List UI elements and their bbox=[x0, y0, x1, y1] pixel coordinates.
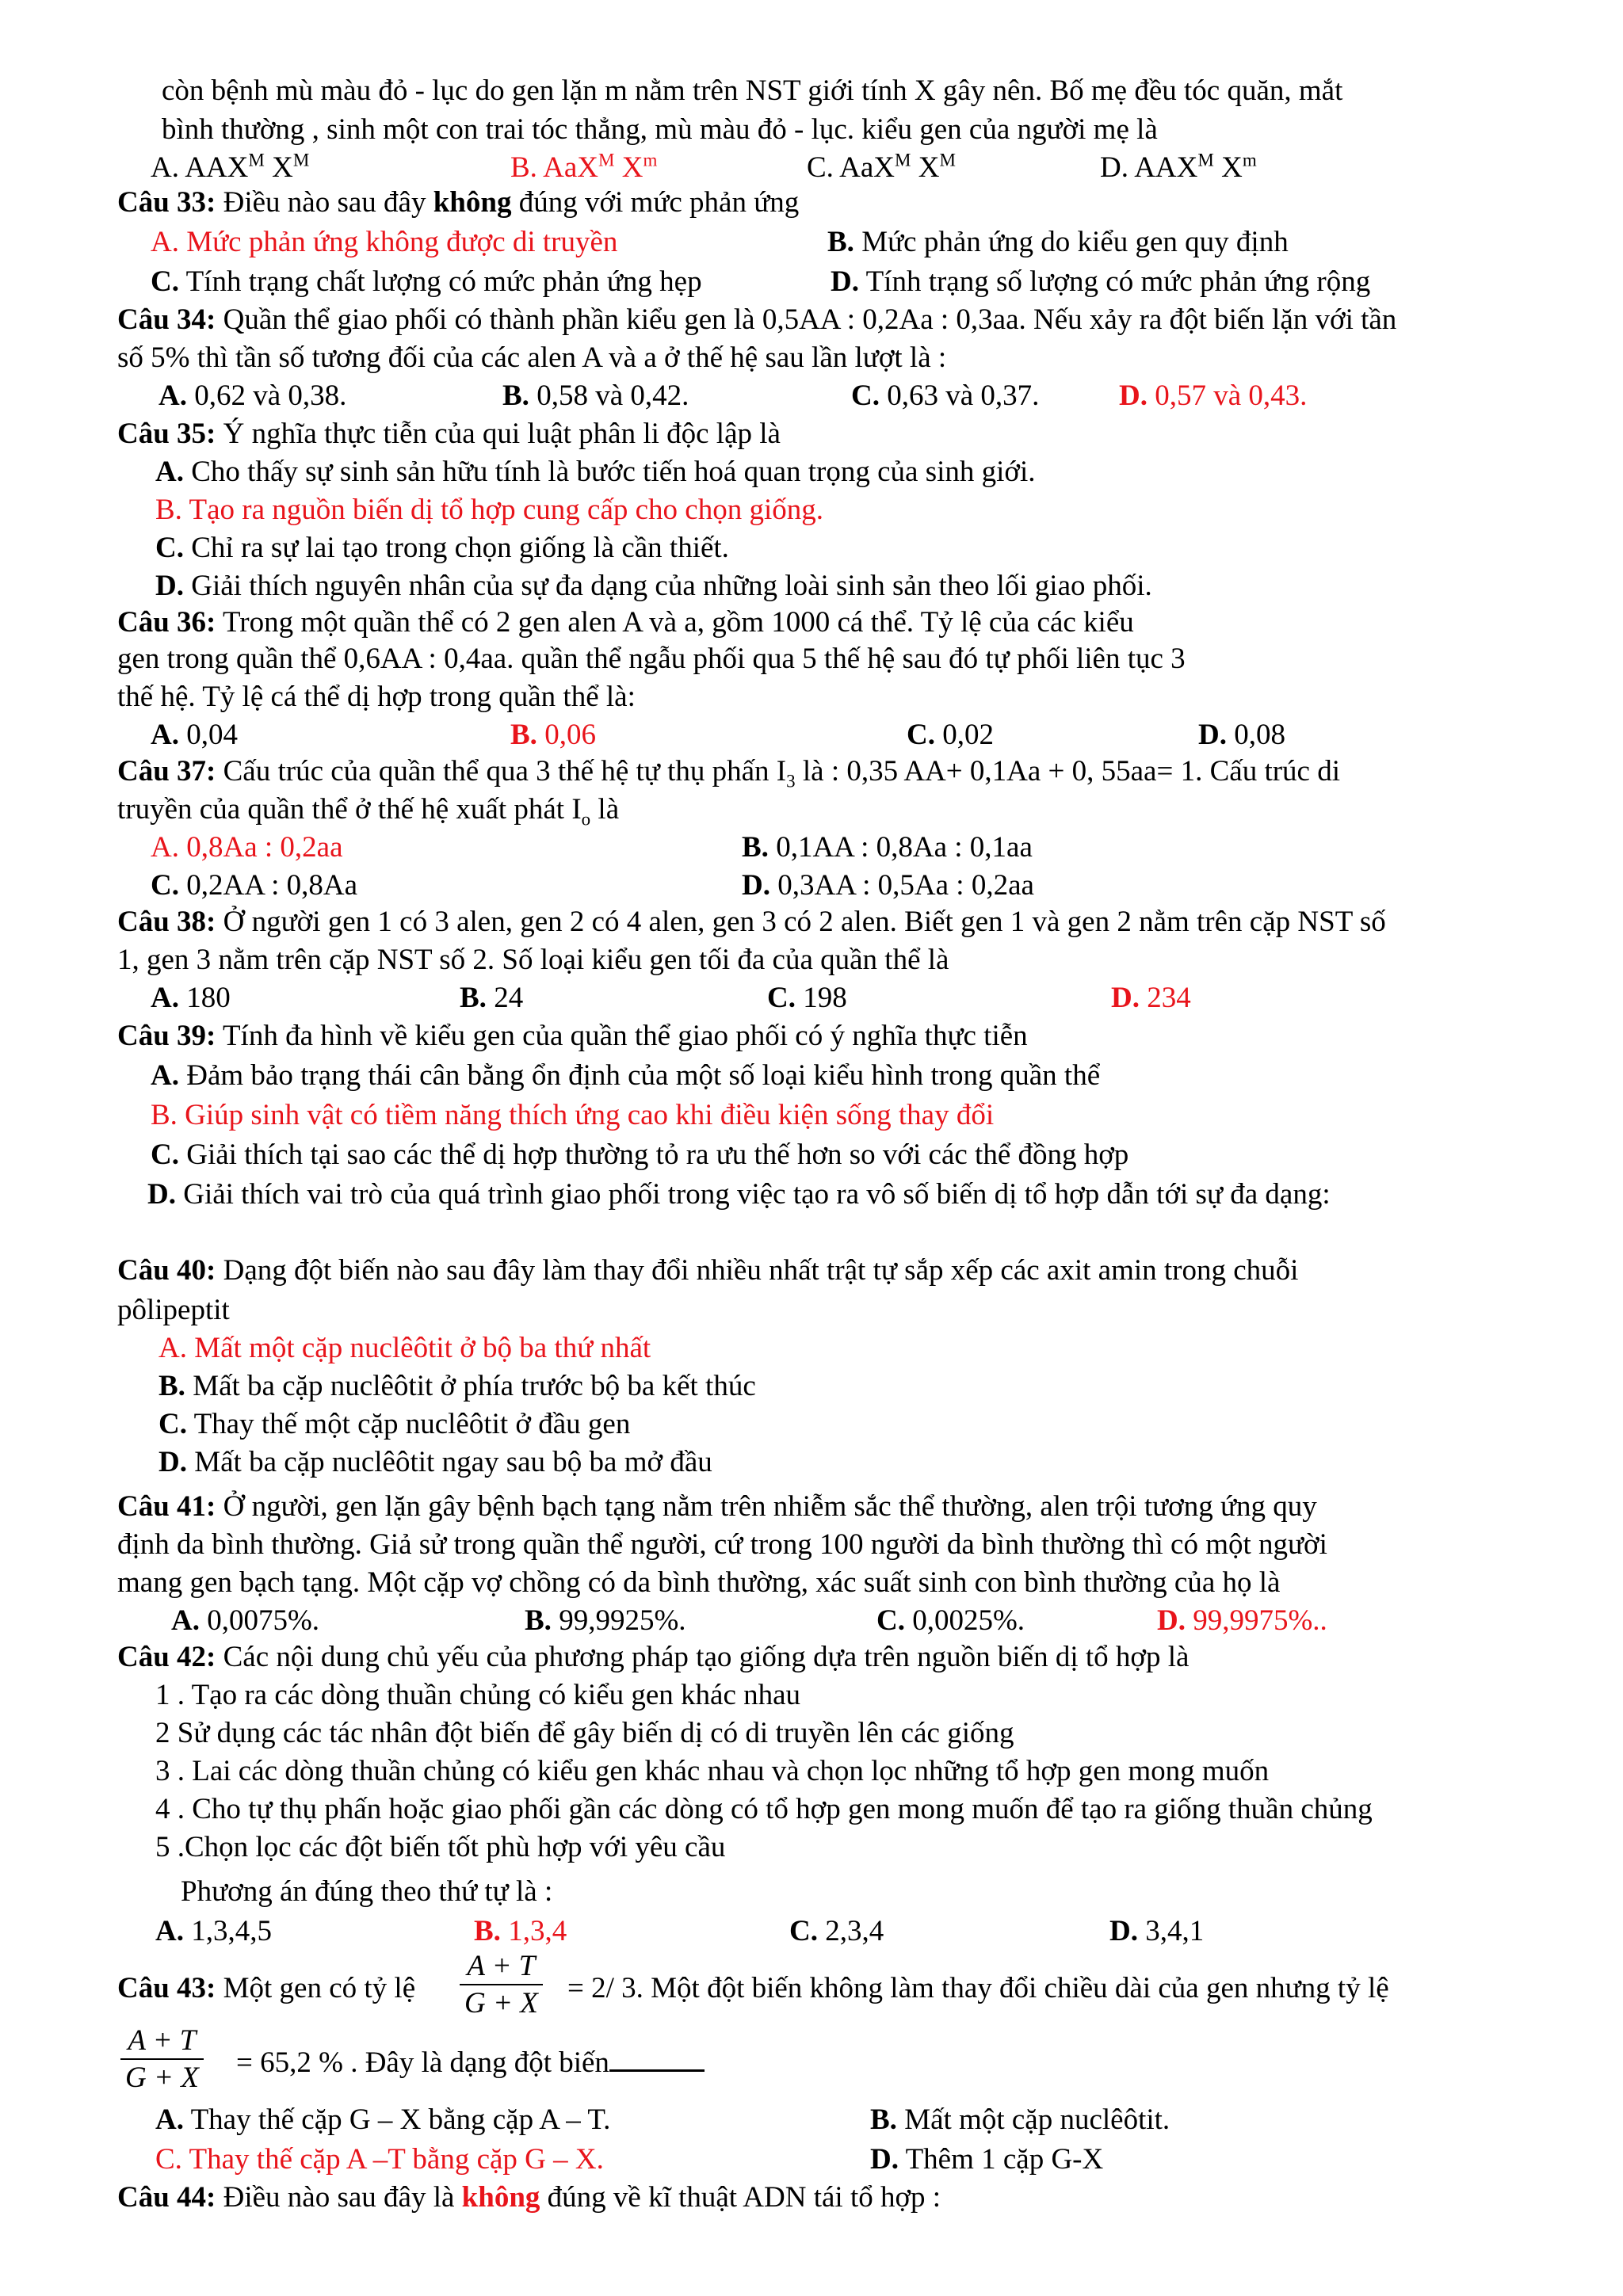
question-39: Câu 39: Tính đa hình về kiểu gen của quần thể giao phối có ý nghĩa thực tiễn bbox=[117, 1020, 1028, 1052]
q33-option-c: C. Tính trạng chất lượng có mức phản ứng hẹp bbox=[151, 265, 702, 298]
q37-option-d: D. 0,3AA : 0,5Aa : 0,2aa bbox=[742, 869, 1034, 902]
q38-option-c: C. 198 bbox=[767, 982, 847, 1014]
q43-option-a: A. Thay thế cặp G – X bằng cặp A – T. bbox=[155, 2103, 611, 2136]
q36-option-c: C. 0,02 bbox=[907, 719, 994, 751]
q42-option-d: D. 3,4,1 bbox=[1109, 1915, 1205, 1947]
q34-option-c: C. 0,63 và 0,37. bbox=[851, 379, 1040, 412]
question-41-line-3: mang gen bạch tạng. Một cặp vợ chồng có da bình thường, xác suất sinh con bình thường của họ là bbox=[117, 1566, 1281, 1599]
q42-item-5: 5 .Chọn lọc các đột biến tốt phù hợp với yêu cầu bbox=[155, 1831, 726, 1863]
q35-option-d: D. Giải thích nguyên nhân của sự đa dạng của những loài sinh sản theo lối giao phối. bbox=[155, 570, 1152, 602]
q36-option-a: A. 0,04 bbox=[151, 719, 238, 751]
q35-option-c: C. Chỉ ra sự lai tạo trong chọn giống là cần thiết. bbox=[155, 532, 729, 564]
q39-option-c: C. Giải thích tại sao các thể dị hợp thường tỏ ra ưu thế hơn so với các thể đồng hợp bbox=[151, 1138, 1129, 1171]
question-36-line-2: gen trong quần thể 0,6AA : 0,4aa. quần thể ngẫu phối qua 5 thế hệ sau đó tự phối liên tục 3 bbox=[117, 643, 1186, 675]
question-43-line-2: = 65,2 % . Đây là dạng đột biến bbox=[236, 2044, 705, 2081]
q43-option-b: B. Mất một cặp nuclêôtit. bbox=[870, 2103, 1170, 2136]
option-a: A. $AAX^M$ $X^M$ bbox=[151, 150, 310, 184]
q34-option-b: B. 0,58 và 0,42. bbox=[502, 379, 689, 412]
question-38: Câu 38: Ở người gen 1 có 3 alen, gen 2 có 4 alen, gen 3 có 2 alen. Biết gen 1 và gen 2 nằm trên cặp NST số bbox=[117, 906, 1386, 938]
q42-item-4: 4 . Cho tự thụ phấn hoặc giao phối gần các dòng có tổ hợp gen mong muốn để tạo ra giống thuần chủng bbox=[155, 1793, 1373, 1825]
question-38-line-2: 1, gen 3 nằm trên cặp NST số 2. Số loại kiểu gen tối đa của quần thể là bbox=[117, 944, 949, 976]
option-b: B. AaX$^M$ $X^m$ bbox=[510, 150, 658, 184]
q40-option-c: C. Thay thế một cặp nuclêôtit ở đầu gen bbox=[158, 1408, 631, 1440]
question-34: Câu 34: Quần thể giao phối có thành phần kiểu gen là 0,5AA : 0,2Aa : 0,3aa. Nếu xảy ra đột biến lặn với tần bbox=[117, 303, 1397, 336]
q40-option-d: D. Mất ba cặp nuclêôtit ngay sau bộ ba mở đầu bbox=[158, 1446, 712, 1478]
q42-order-prompt: Phương án đúng theo thứ tự là : bbox=[181, 1875, 553, 1908]
question-36-line-3: thế hệ. Tỷ lệ cá thể dị hợp trong quần thể là: bbox=[117, 681, 636, 713]
option-d: D. $AAX^M$ $X^m$ bbox=[1100, 150, 1257, 184]
q42-item-3: 3 . Lai các dòng thuần chủng có kiểu gen khác nhau và chọn lọc những tổ hợp gen mong muốn bbox=[155, 1755, 1270, 1787]
q43-option-d: D. Thêm 1 cặp G-X bbox=[870, 2143, 1104, 2176]
q41-option-a: A. 0,0075%. bbox=[171, 1604, 320, 1637]
intro-line-1: còn bệnh mù màu đỏ - lục do gen lặn m nằm trên NST giới tính X gây nên. Bố mẹ đều tóc quăn, mắt bbox=[162, 74, 1343, 107]
q36-option-d: D. 0,08 bbox=[1198, 719, 1285, 751]
option-c: C. AaX$^M$ $X^M$ bbox=[807, 150, 956, 184]
q41-option-d: D. 99,9975%.. bbox=[1157, 1604, 1327, 1637]
question-37: Câu 37: Cấu trúc của quần thể qua 3 thế hệ tự thụ phấn $I_3$ là : 0,35 AA+ 0,1Aa + 0, 55aa= 1. Cấu trúc di bbox=[117, 755, 1340, 791]
question-36: Câu 36: Trong một quần thể có 2 gen alen A và a, gồm 1000 cá thể. Tỷ lệ của các kiểu bbox=[117, 606, 1134, 639]
question-40: Câu 40: Dạng đột biến nào sau đây làm thay đổi nhiều nhất trật tự sắp xếp các axit amin trong chuỗi bbox=[117, 1254, 1299, 1287]
fraction-numerator: A + T bbox=[120, 2023, 204, 2060]
question-44: Câu 44: Điều nào sau đây là không đúng về kĩ thuật ADN tái tổ hợp : bbox=[117, 2181, 941, 2214]
q40-option-a: A. Mất một cặp nuclêôtit ở bộ ba thứ nhất bbox=[158, 1332, 651, 1364]
q36-option-b: B. 0,06 bbox=[510, 719, 596, 751]
q37-option-c: C. 0,2AA : 0,8Aa bbox=[151, 869, 358, 902]
question-37-line-2: truyền của quần thể ở thế hệ xuất phát $I_o$ là bbox=[117, 793, 620, 830]
question-43: Câu 43: Một gen có tỷ lệ bbox=[117, 1972, 416, 2004]
q35-option-a: A. Cho thấy sự sinh sản hữu tính là bước tiến hoá quan trọng của sinh giới. bbox=[155, 456, 1036, 488]
q35-option-b: B. Tạo ra nguồn biến dị tổ hợp cung cấp cho chọn giống. bbox=[155, 494, 823, 526]
question-43-continued: = 2/ 3. Một đột biến không làm thay đổi chiều dài của gen nhưng tỷ lệ bbox=[567, 1972, 1389, 2004]
q39-option-b: B. Giúp sinh vật có tiềm năng thích ứng cao khi điều kiện sống thay đổi bbox=[151, 1099, 995, 1131]
q34-option-d: D. 0,57 và 0,43. bbox=[1119, 379, 1308, 412]
q40-option-b: B. Mất ba cặp nuclêôtit ở phía trước bộ ba kết thúc bbox=[158, 1370, 756, 1402]
q42-item-1: 1 . Tạo ra các dòng thuần chủng có kiểu gen khác nhau bbox=[155, 1679, 801, 1711]
question-40-line-2: pôlipeptit bbox=[117, 1294, 230, 1326]
q43-option-c: C. Thay thế cặp A –T bằng cặp G – X. bbox=[155, 2143, 604, 2176]
q41-option-b: B. 99,9925%. bbox=[525, 1604, 686, 1637]
q34-option-a: A. 0,62 và 0,38. bbox=[158, 379, 347, 412]
q37-option-b: B. 0,1AA : 0,8Aa : 0,1aa bbox=[742, 831, 1033, 864]
answer-blank bbox=[609, 2046, 705, 2072]
q39-option-a: A. Đảm bảo trạng thái cân bằng ổn định của một số loại kiểu hình trong quần thể bbox=[151, 1059, 1101, 1092]
q37-option-a: A. 0,8Aa : 0,2aa bbox=[151, 831, 343, 864]
q41-option-c: C. 0,0025%. bbox=[876, 1604, 1025, 1637]
question-35: Câu 35: Ý nghĩa thực tiễn của qui luật phân li độc lập là bbox=[117, 418, 781, 450]
q38-option-d: D. 234 bbox=[1111, 982, 1191, 1014]
fraction-denominator: G + X bbox=[125, 2061, 199, 2094]
question-42: Câu 42: Các nội dung chủ yếu của phương pháp tạo giống dựa trên nguồn biến dị tổ hợp là bbox=[117, 1641, 1190, 1673]
fraction-numerator: A + T bbox=[460, 1949, 543, 1985]
question-41-line-2: định da bình thường. Giả sử trong quần thể người, cứ trong 100 người da bình thường thì có một người bbox=[117, 1528, 1327, 1561]
ratio-fraction-2 bbox=[120, 2023, 204, 2096]
ratio-fraction-1 bbox=[460, 1949, 543, 2022]
intro-line-2: bình thường , sinh một con trai tóc thẳng, mù màu đỏ - lục. kiểu gen của người mẹ là bbox=[162, 113, 1158, 146]
q42-option-c: C. 2,3,4 bbox=[789, 1915, 884, 1947]
q42-option-a: A. 1,3,4,5 bbox=[155, 1915, 272, 1947]
q38-option-a: A. 180 bbox=[151, 982, 231, 1014]
q33-option-a: A. Mức phản ứng không được di truyền bbox=[151, 226, 618, 258]
fraction-denominator: G + X bbox=[464, 1987, 538, 2019]
q42-item-2: 2 Sử dụng các tác nhân đột biến để gây biến dị có di truyền lên các giống bbox=[155, 1717, 1014, 1749]
q33-option-d: D. Tính trạng số lượng có mức phản ứng rộng bbox=[831, 265, 1371, 298]
q39-option-d: D. Giải thích vai trò của quá trình giao phối trong việc tạo ra vô số biến dị tổ hợp dẫn tới sự đa dạng: bbox=[147, 1178, 1331, 1211]
question-41: Câu 41: Ở người, gen lặn gây bệnh bạch tạng nằm trên nhiễm sắc thể thường, alen trội tương ứng quy bbox=[117, 1490, 1317, 1523]
q33-option-b: B. Mức phản ứng do kiểu gen quy định bbox=[827, 226, 1289, 258]
q42-option-b: B. 1,3,4 bbox=[474, 1915, 567, 1947]
q38-option-b: B. 24 bbox=[460, 982, 524, 1014]
question-33: Câu 33: Điều nào sau đây không đúng với mức phản ứng bbox=[117, 186, 800, 219]
question-34-line-2: số 5% thì tần số tương đối của các alen A và a ở thế hệ sau lần lượt là : bbox=[117, 341, 947, 374]
